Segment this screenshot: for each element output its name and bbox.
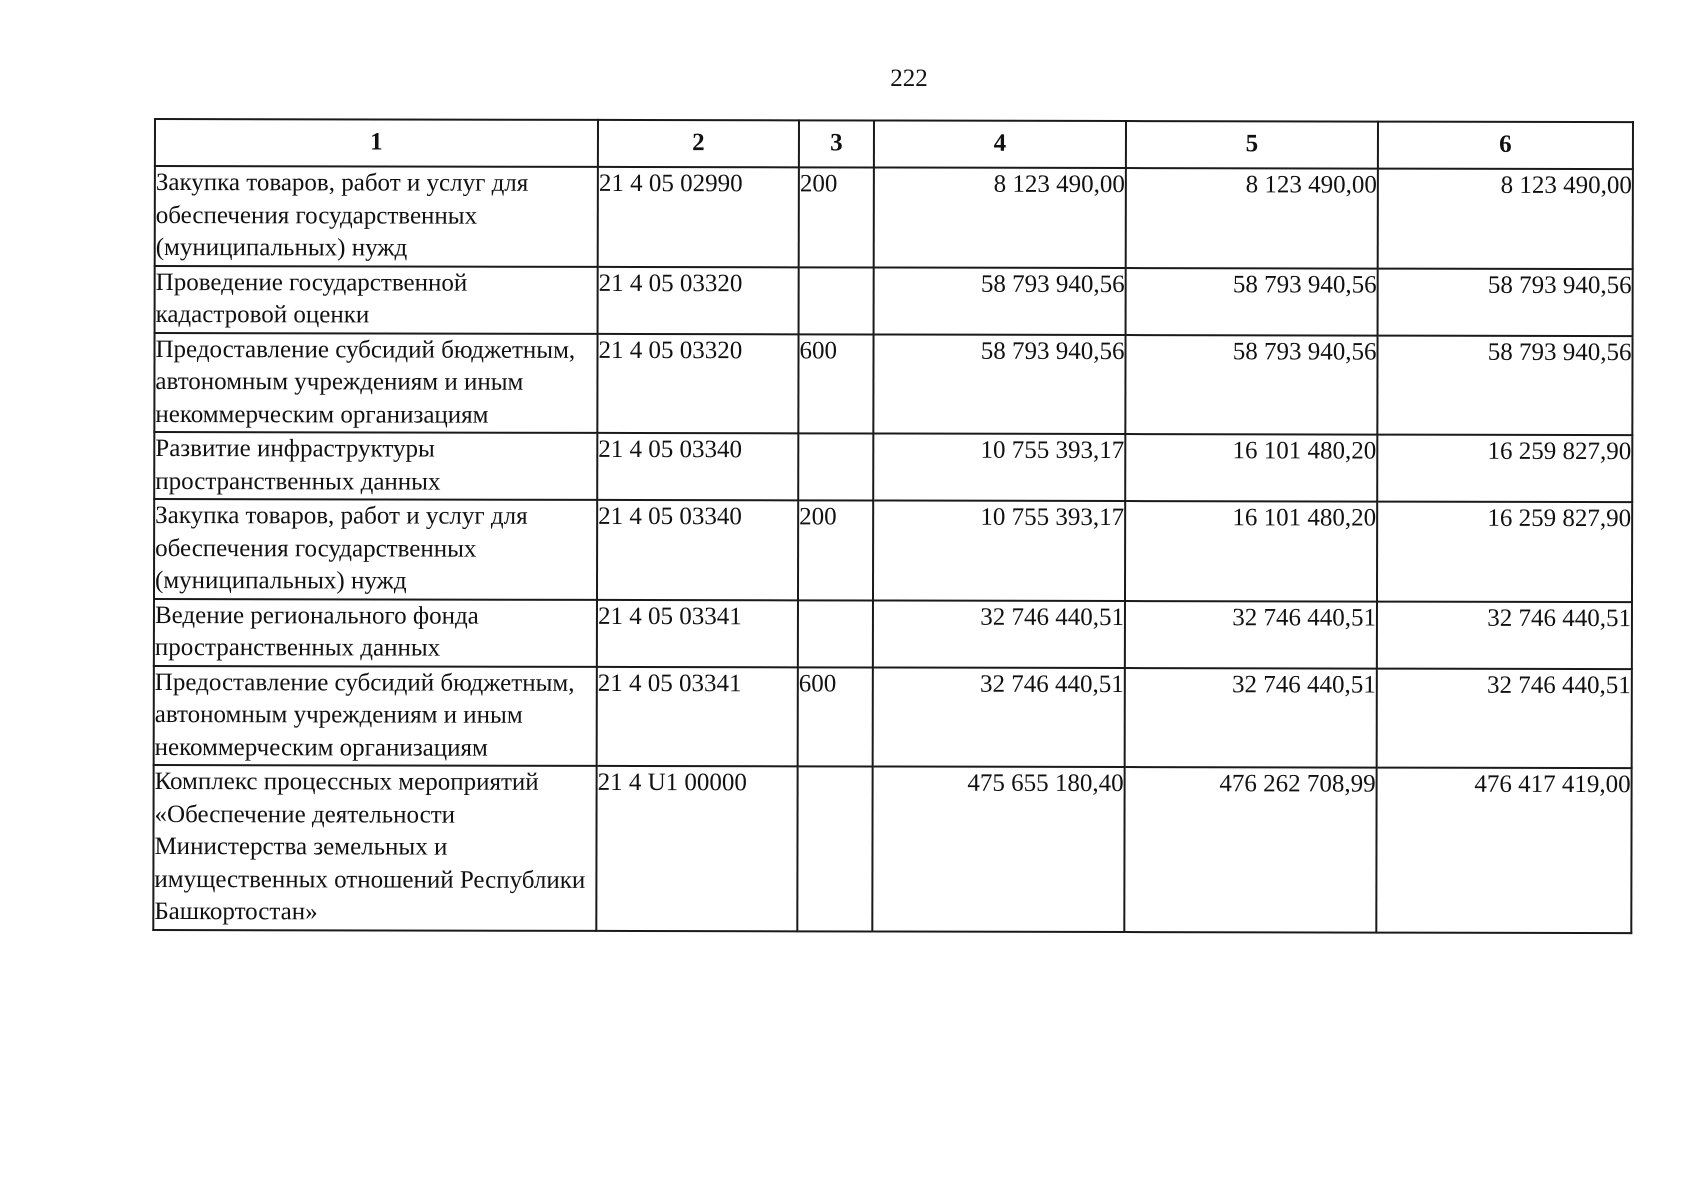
column-header-3: 3 xyxy=(799,120,874,167)
amount-col-5: 32 746 440,51 xyxy=(1125,668,1377,768)
target-article-code: 21 4 05 03320 xyxy=(597,333,798,433)
table-row xyxy=(154,499,1632,602)
amount-col-5: 32 746 440,51 xyxy=(1125,601,1377,669)
amount-col-6: 16 259 827,90 xyxy=(1377,502,1632,602)
table-row xyxy=(155,266,1633,336)
expense-type-code xyxy=(797,766,872,931)
amount-col-4: 58 793 940,56 xyxy=(874,267,1126,335)
item-name: Комплекс процессных мероприятий «Обеспечение деятельности Министерства земельных и имущественных отношений Республики Башкортостан» xyxy=(153,765,596,930)
item-name: Ведение регионального фонда пространственных данных xyxy=(154,599,597,667)
item-name: Развитие инфраструктуры пространственных данных xyxy=(154,432,597,500)
table-body xyxy=(153,166,1633,933)
column-header-1: 1 xyxy=(155,119,598,167)
column-header-5: 5 xyxy=(1126,121,1378,169)
amount-col-4: 8 123 490,00 xyxy=(874,168,1126,268)
amount-col-4: 10 755 393,17 xyxy=(873,501,1125,601)
amount-col-4: 475 655 180,40 xyxy=(872,767,1124,932)
column-header-2: 2 xyxy=(598,120,799,167)
amount-col-5: 16 101 480,20 xyxy=(1125,434,1377,502)
item-name: Предоставление субсидий бюджетным, автономным учреждениям и иным некоммерческим организациям xyxy=(154,666,597,766)
column-header-6: 6 xyxy=(1378,122,1633,170)
amount-col-5: 476 262 708,99 xyxy=(1124,767,1376,932)
item-name: Предоставление субсидий бюджетным, автономным учреждениям и иным некоммерческим организациям xyxy=(154,333,597,433)
target-article-code: 21 4 05 03340 xyxy=(597,433,798,500)
amount-col-4: 58 793 940,56 xyxy=(873,334,1125,434)
amount-col-5: 58 793 940,56 xyxy=(1126,268,1378,336)
amount-col-6: 32 746 440,51 xyxy=(1377,601,1632,669)
table-row xyxy=(154,599,1632,669)
table-row xyxy=(154,432,1632,502)
page-number: 222 xyxy=(890,65,928,92)
expense-type-code xyxy=(799,267,874,334)
amount-col-5: 16 101 480,20 xyxy=(1125,501,1377,601)
expense-type-code: 600 xyxy=(798,334,873,434)
amount-col-6: 16 259 827,90 xyxy=(1377,435,1632,503)
amount-col-6: 8 123 490,00 xyxy=(1378,169,1633,269)
table-row xyxy=(154,666,1632,769)
amount-col-4: 32 746 440,51 xyxy=(873,600,1125,668)
target-article-code: 21 4 U1 00000 xyxy=(596,766,797,931)
expense-type-code xyxy=(798,433,873,500)
target-article-code: 21 4 05 02990 xyxy=(598,167,799,267)
amount-col-6: 58 793 940,56 xyxy=(1378,268,1633,336)
amount-col-5: 8 123 490,00 xyxy=(1126,168,1378,268)
item-name: Проведение государственной кадастровой оценки xyxy=(155,266,598,334)
target-article-code: 21 4 05 03341 xyxy=(597,666,798,766)
table-row xyxy=(154,333,1632,436)
target-article-code: 21 4 05 03341 xyxy=(597,599,798,666)
item-name: Закупка товаров, работ и услуг для обеспечения государственных (муниципальных) нужд xyxy=(155,166,598,266)
table-row xyxy=(155,166,1633,269)
expense-type-code: 200 xyxy=(798,500,873,600)
amount-col-5: 58 793 940,56 xyxy=(1125,335,1377,435)
table-row xyxy=(153,765,1631,933)
amount-col-4: 10 755 393,17 xyxy=(873,434,1125,502)
expense-type-code: 600 xyxy=(798,667,873,767)
item-name: Закупка товаров, работ и услуг для обеспечения государственных (муниципальных) нужд xyxy=(154,499,597,599)
budget-table xyxy=(152,118,1634,934)
column-header-4: 4 xyxy=(874,121,1126,169)
target-article-code: 21 4 05 03320 xyxy=(598,266,799,333)
amount-col-6: 32 746 440,51 xyxy=(1377,668,1632,768)
table-header xyxy=(155,119,1633,169)
amount-col-6: 476 417 419,00 xyxy=(1376,768,1631,933)
expense-type-code xyxy=(798,600,873,667)
header-row xyxy=(155,119,1633,169)
target-article-code: 21 4 05 03340 xyxy=(597,500,798,600)
amount-col-6: 58 793 940,56 xyxy=(1377,335,1632,435)
amount-col-4: 32 746 440,51 xyxy=(873,667,1125,767)
expense-type-code: 200 xyxy=(799,167,874,267)
